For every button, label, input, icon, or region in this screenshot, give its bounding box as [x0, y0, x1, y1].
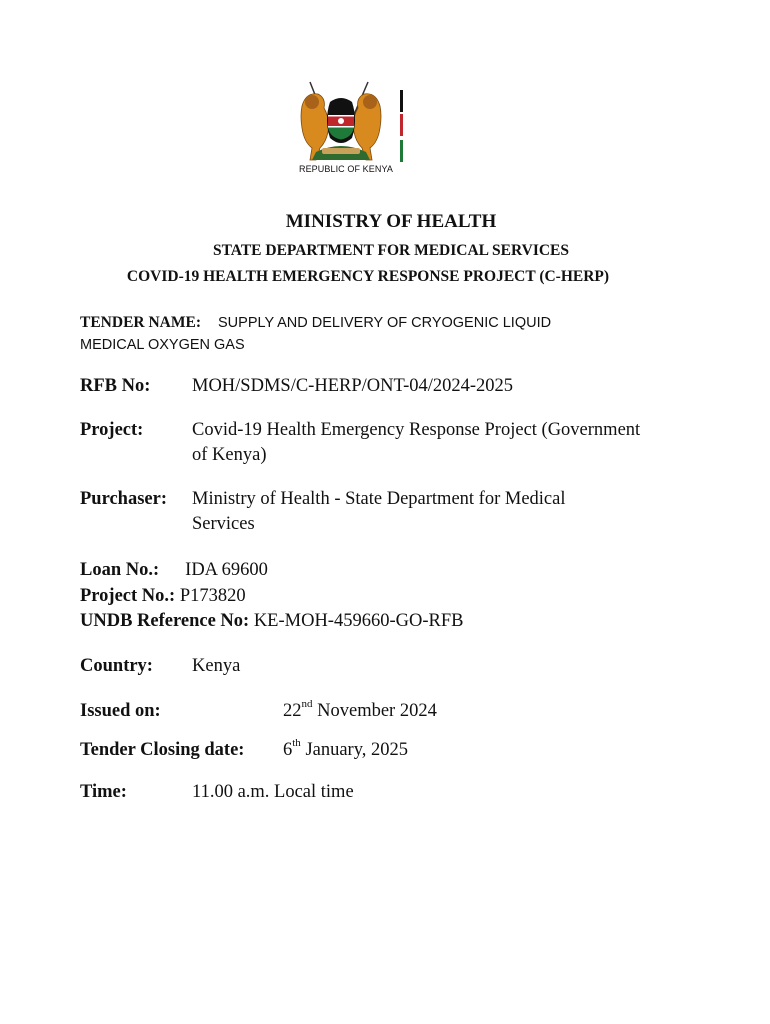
time-label: Time: [80, 782, 127, 802]
rfb-value: MOH/SDMS/C-HERP/ONT-04/2024-2025 [192, 376, 514, 396]
time-value: 11.00 a.m. Local time [192, 782, 354, 802]
tender-name-label: TENDER NAME: [80, 314, 201, 331]
purchaser-value-line1: Ministry of Health - State Department for Medical [192, 489, 566, 509]
department-title: STATE DEPARTMENT FOR MEDICAL SERVICES [212, 242, 570, 259]
closing-day-suffix: th [292, 736, 301, 749]
closing-label: Tender Closing date: [80, 740, 245, 760]
project-title: COVID-19 HEALTH EMERGENCY RESPONSE PROJECT (C-HERP) [126, 268, 610, 285]
tender-name-block [80, 312, 680, 356]
project-no-row [80, 584, 463, 610]
loan-value: IDA 69600 [185, 560, 268, 580]
loan-row [80, 558, 463, 584]
undb-value: KE-MOH-459660-GO-RFB [253, 611, 464, 631]
project-label: Project: [80, 420, 144, 440]
loan-block [80, 558, 463, 635]
closing-value [283, 738, 408, 763]
loan-label: Loan No.: [80, 560, 160, 580]
tender-name-value-line1: SUPPLY AND DELIVERY OF CRYOGENIC LIQUID [218, 315, 552, 331]
ministry-title: MINISTRY OF HEALTH [285, 211, 497, 232]
issued-day-suffix: nd [301, 697, 313, 710]
project-no-value: P173820 [179, 585, 246, 606]
kenya-coat-of-arms-icon [296, 78, 408, 178]
country-label: Country: [80, 656, 153, 676]
undb-label: UNDB Reference No: [80, 611, 250, 631]
coat-of-arms-caption: REPUBLIC OF KENYA [298, 164, 394, 174]
tender-name-value-line2: MEDICAL OXYGEN GAS [80, 337, 245, 353]
country-value: Kenya [192, 656, 241, 676]
purchaser-value-line2: Services [192, 514, 255, 534]
undb-row [80, 609, 463, 635]
issued-value [283, 699, 437, 724]
project-value-line1: Covid-19 Health Emergency Response Project (Government [192, 420, 641, 440]
purchaser-value [192, 487, 692, 537]
rfb-label: RFB No: [80, 376, 151, 396]
issued-label: Issued on: [80, 701, 161, 721]
closing-day: 6 [283, 740, 293, 760]
closing-month-year: January, 2025 [300, 740, 409, 760]
project-no-label: Project No.: [80, 585, 176, 606]
issued-month-year: November 2024 [312, 701, 437, 721]
project-value-line2: of Kenya) [192, 445, 267, 465]
purchaser-label: Purchaser: [80, 489, 167, 509]
project-value [192, 418, 692, 468]
issued-day: 22 [283, 701, 302, 721]
